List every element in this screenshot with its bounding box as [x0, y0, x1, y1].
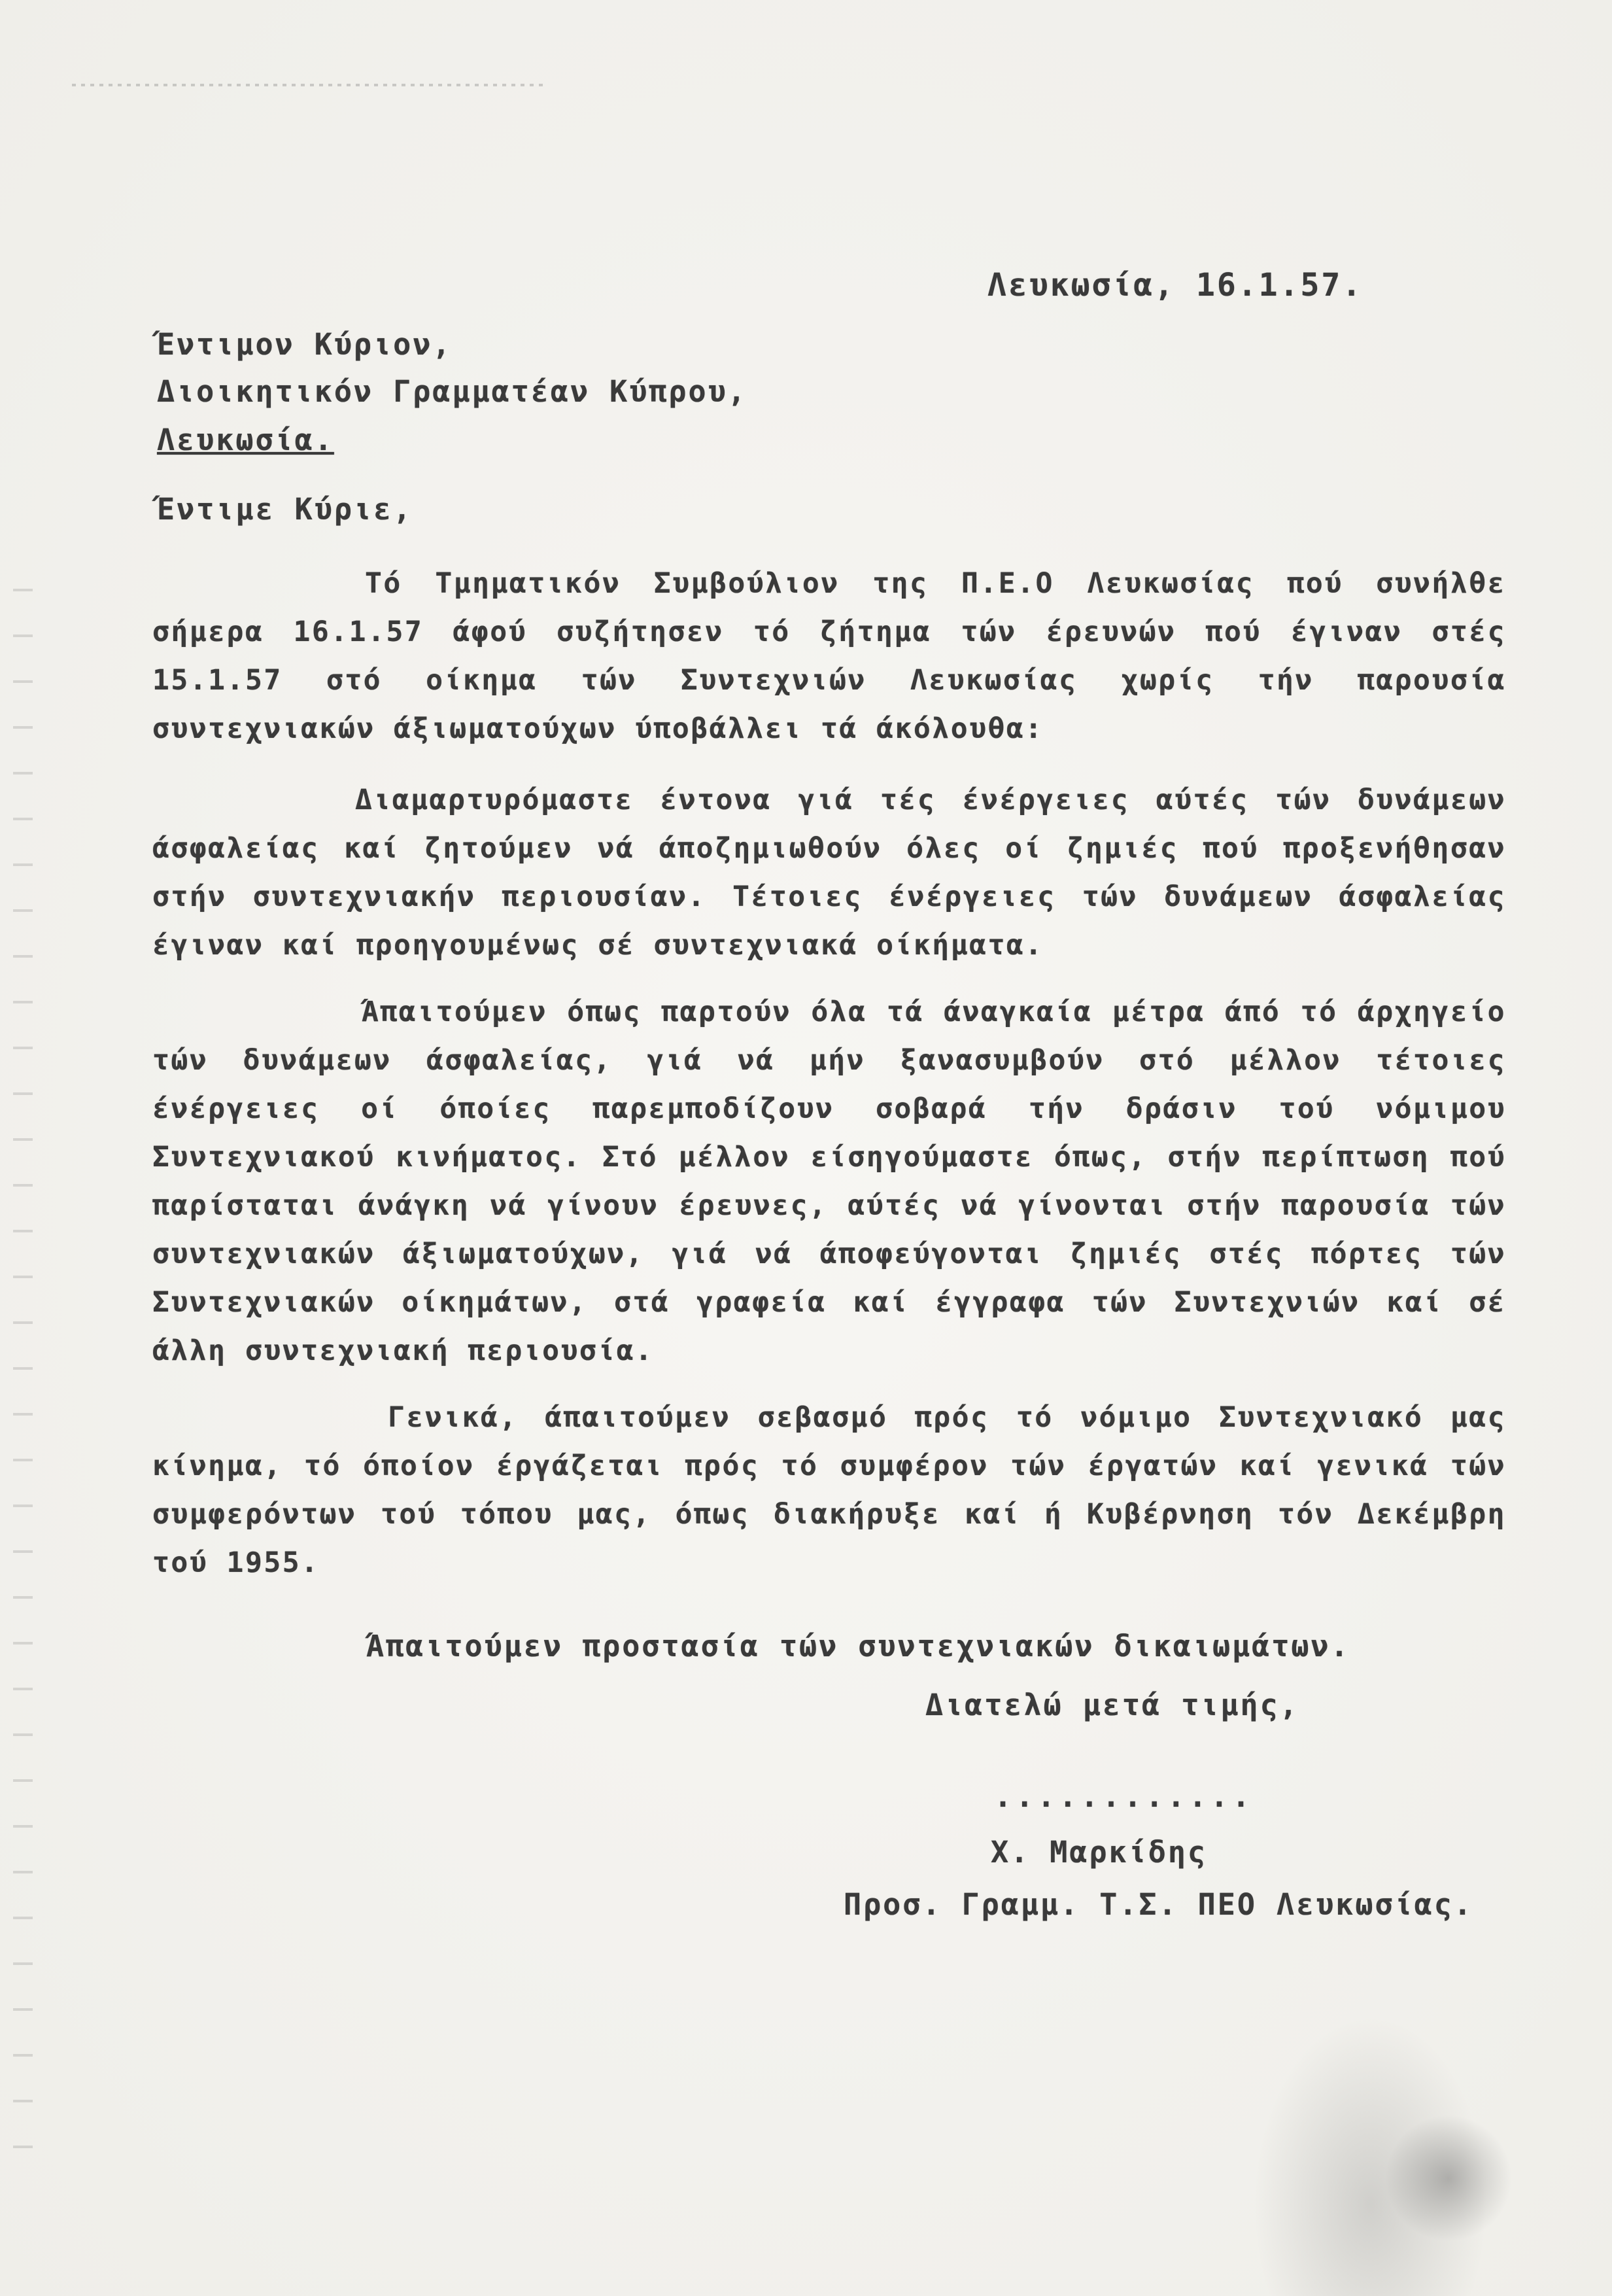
- paragraph-4: Γενικά, άπαιτούμεν σεβασμό πρός τό νόμιμο Συντεχνιακό μας κίνημα, τό όποίον έργάζεται πρός τό συμφέρον τών έργατών καί γενικά τών συμφερόντων τού τόπου μας, όπως διακήρυξε καί ή Κυβέρνηση τόν Δεκέμβρη τού 1955.: [152, 1401, 1506, 1579]
- recipient-line-1: Έντιμον Κύριον,: [157, 327, 453, 362]
- closing-phrase: Διατελώ μετά τιμής,: [925, 1688, 1299, 1722]
- scan-artifact-line: [72, 84, 543, 86]
- recipient-line-3: Λευκωσία.: [157, 423, 334, 457]
- signature-dots: ............: [994, 1779, 1254, 1814]
- scan-stain: [1386, 2113, 1511, 2244]
- recipient-line-2: Διοικητικόν Γραμματέαν Κύπρου,: [157, 374, 747, 409]
- salutation: Έντιμε Κύριε,: [157, 492, 413, 527]
- paragraph-1: Τό Τμηματικόν Συμβούλιον της Π.Ε.Ο Λευκωσίας πού συνήλθε σήμερα 16.1.57 άφού συζήτησεν τό ζήτημα τών έρευνών πού έγιναν στές 15.1.57 στό οίκημα τών Συντεχνιών Λευκωσίας χωρίς τήν παρουσία συντεχνιακών άξιωματούχων ύποβάλλει τά άκόλουθα:: [152, 567, 1506, 745]
- scan-edge-artifacts: [13, 589, 33, 2159]
- signature-name: Χ. Μαρκίδης: [991, 1835, 1208, 1870]
- paragraph-2: Διαμαρτυρόμαστε έντονα γιά τές ένέργειες αύτές τών δυνάμεων άσφαλείας καί ζητούμεν νά άποζημιωθούν όλες οί ζημιές πού προξενήθησαν στήν συντεχνιακήν περιουσίαν. Τέτοιες ένέργειες τών δυνάμεων άσφαλείας έγιναν καί προηγουμένως σέ συντεχνιακά οίκήματα.: [152, 784, 1506, 962]
- closing-demand: Άπαιτούμεν προστασία τών συντεχνιακών δικαιωμάτων.: [366, 1629, 1350, 1663]
- signature-title: Προσ. Γραμμ. Τ.Σ. ΠΕΟ Λευκωσίας.: [844, 1887, 1473, 1922]
- letter-date: Λευκωσία, 16.1.57.: [987, 267, 1363, 304]
- paragraph-3: Άπαιτούμεν όπως παρτούν όλα τά άναγκαία μέτρα άπό τό άρχηγείο τών δυνάμεων άσφαλείας, γιά νά μήν ξανασυμβούν στό μέλλον τέτοιες ένέργειες οί όποίες παρεμποδίζουν σοβαρά τήν δράσιν τού νόμιμου Συντεχνιακού κινήματος. Στό μέλλον είσηγούμαστε όπως, στήν περίπτωση πού παρίσταται άνάγκη νά γίνουν έρευνες, αύτές νά γίνονται στήν παρουσία τών συντεχνιακών άξιωματούχων, γιά νά άποφεύγονται ζημιές στές πόρτες τών Συντεχνιακών οίκημάτων, στά γραφεία καί έγγραφα τών Συντεχνιών καί σέ άλλη συντεχνιακή περιουσία.: [152, 996, 1506, 1367]
